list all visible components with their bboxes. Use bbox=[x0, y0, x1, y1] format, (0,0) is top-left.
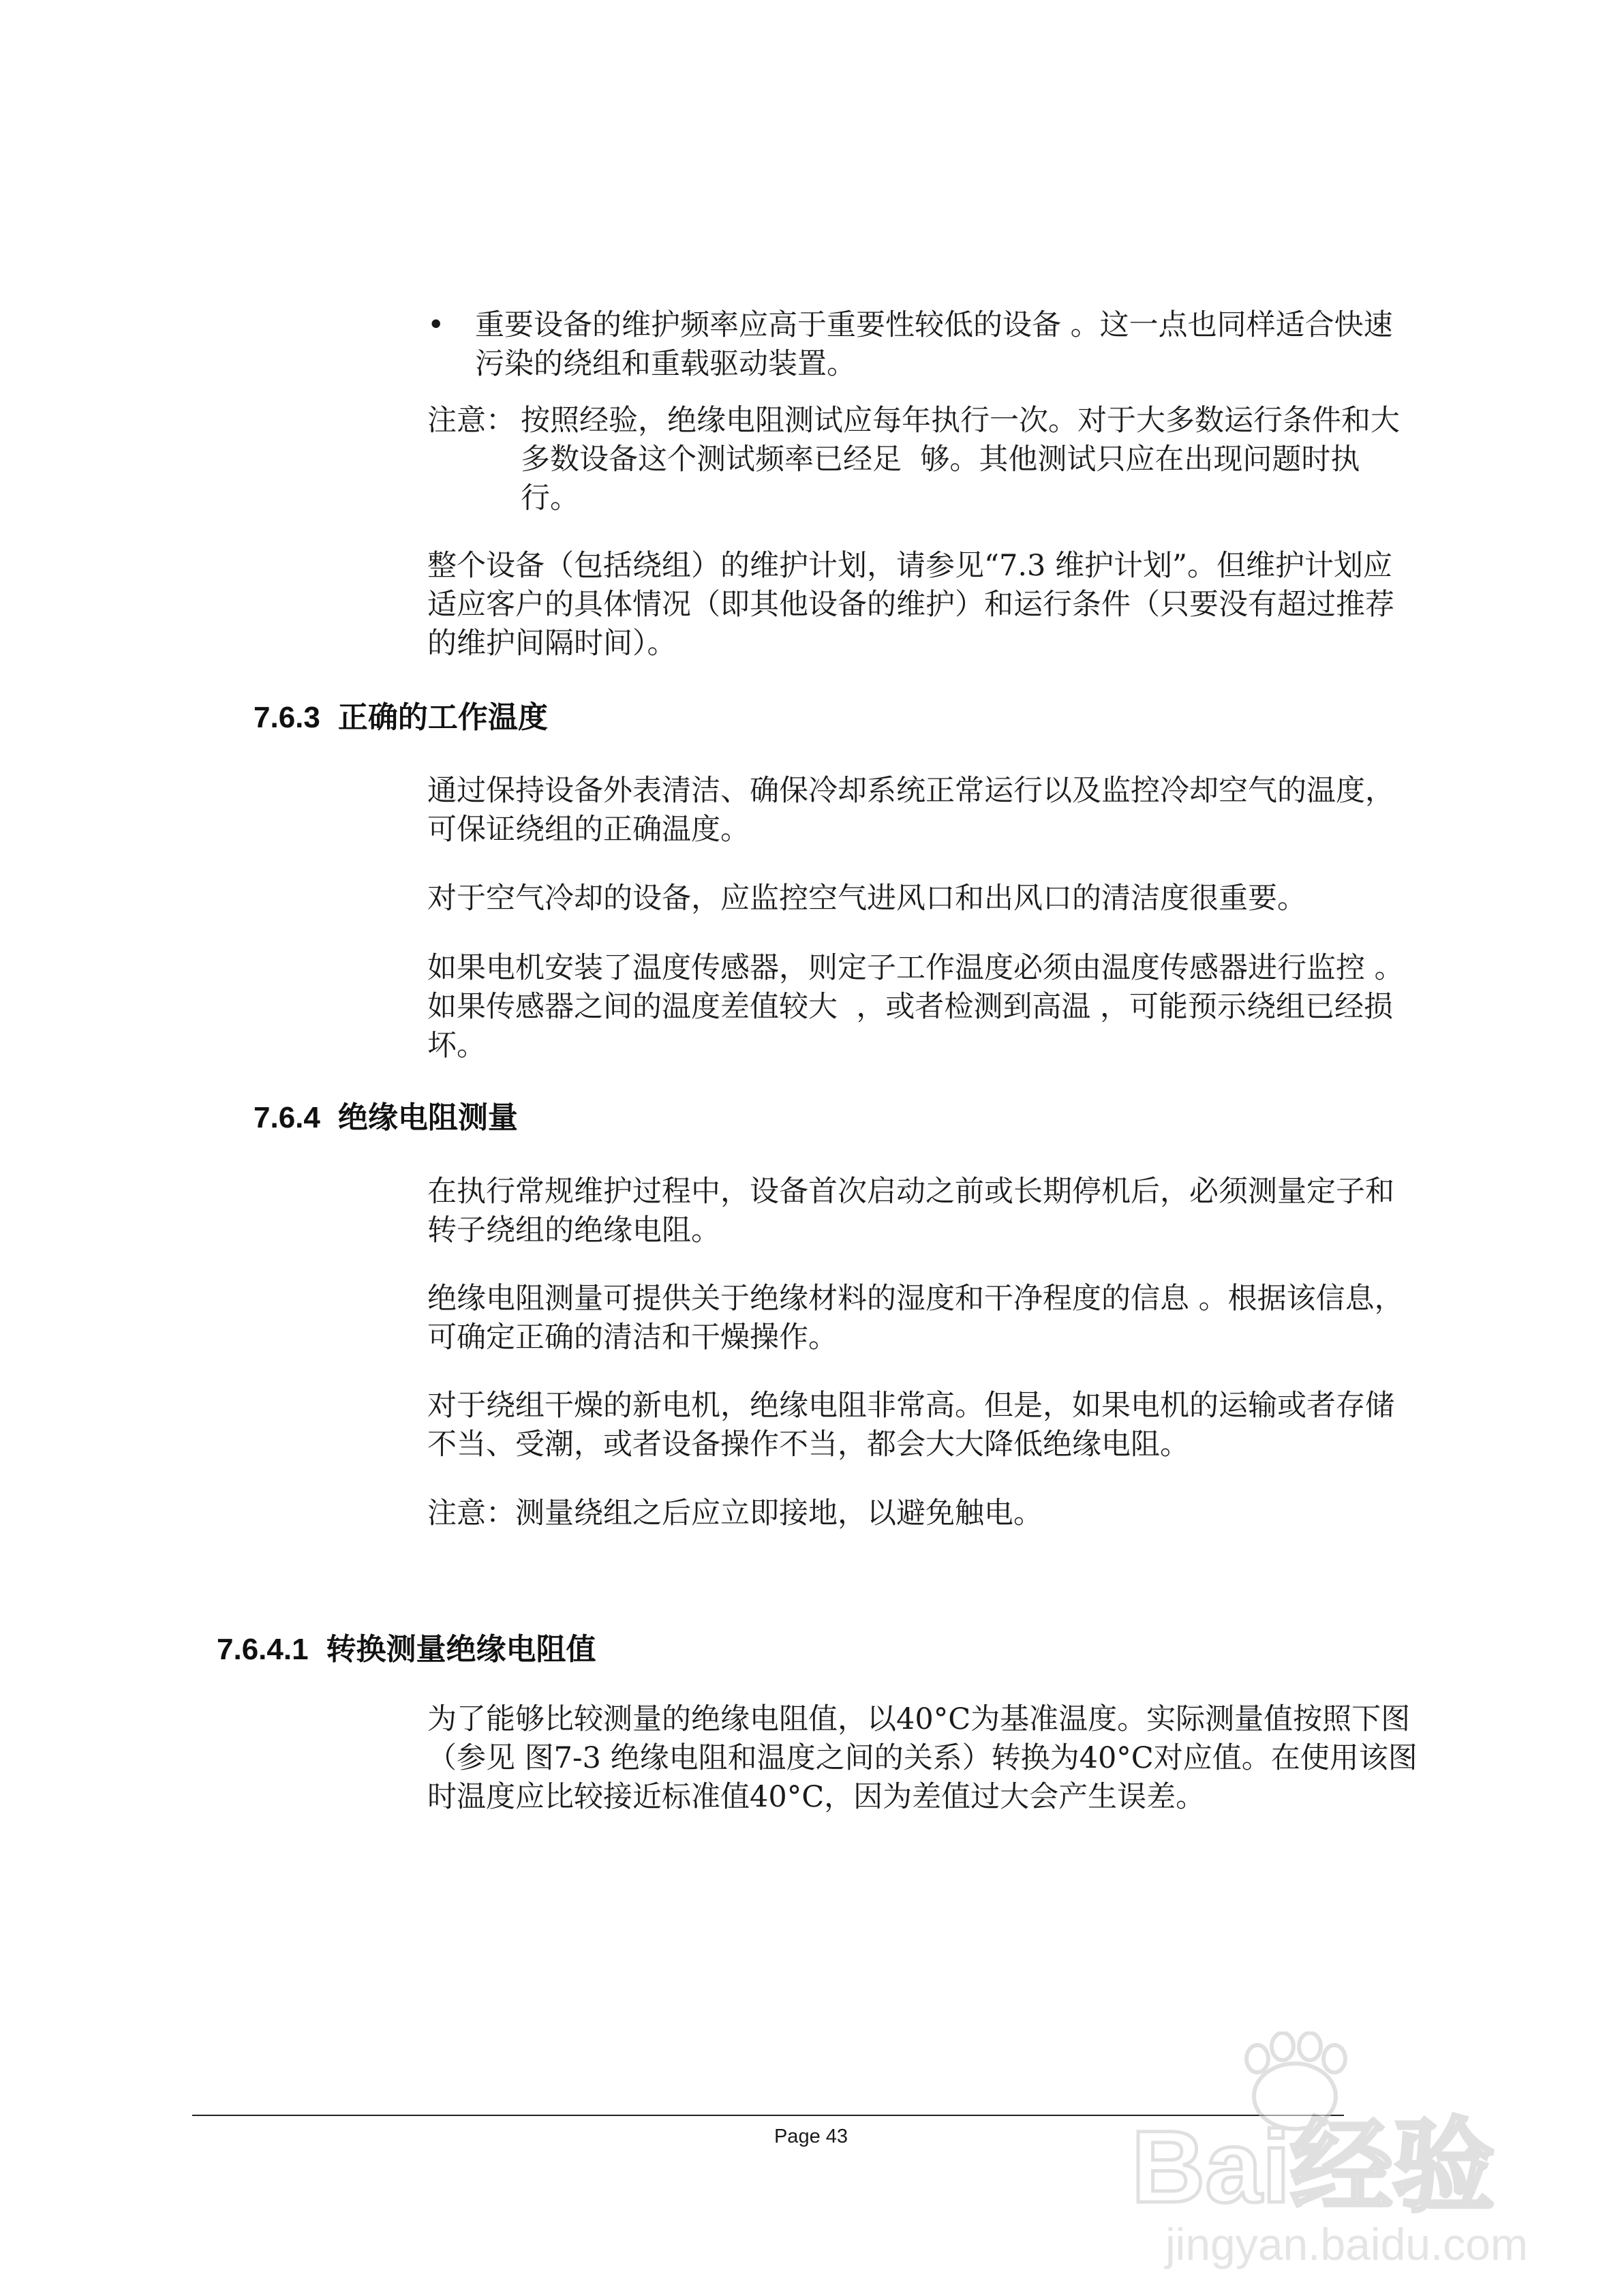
bullet-dot: • bbox=[427, 308, 445, 342]
section-heading-7-6-3 bbox=[254, 699, 548, 737]
section-heading-7-6-4-1 bbox=[217, 1631, 596, 1669]
section-title: 转换测量绝缘电阻值 bbox=[326, 1632, 596, 1667]
insulation-note: 注意：测量绕组之后应立即接地，以避免触电。 bbox=[427, 1496, 1043, 1530]
temperature-paragraph-3: 如果电机安装了温度传感器，则定子工作温度必须由温度传感器进行监控 。 如果传感器之间的温度差值较大 ，或者检测到高温 ，可能预示绕组已经损 坏。 bbox=[427, 951, 1404, 1063]
insulation-paragraph-2: 绝缘电阻测量可提供关于绝缘材料的湿度和干净程度的信息 。根据该信息， 可确定正确的清洁和干燥操作。 bbox=[427, 1282, 1404, 1355]
section-title: 正确的工作温度 bbox=[337, 700, 548, 735]
section-number: 7.6.4.1 bbox=[217, 1633, 309, 1666]
conversion-paragraph: 为了能够比较测量的绝缘电阻值，以40°C为基准温度。实际测量值按照下图 （参见 图7-3 绝缘电阻和温度之间的关系）转换为40°C对应值。在使用该图 时温度应比较接近标准值40°C，因为差值过大会产生误差。 bbox=[427, 1702, 1418, 1814]
insulation-paragraph-1: 在执行常规维护过程中，设备首次启动之前或长期停机后，必须测量定子和 转子绕组的绝缘电阻。 bbox=[427, 1175, 1394, 1248]
maintenance-paragraph: 整个设备（包括绕组）的维护计划，请参见“7.3 维护计划”。但维护计划应 适应客户的具体情况（即其他设备的维护）和运行条件（只要没有超过推荐 的维护间隔时间）。 bbox=[427, 549, 1394, 661]
note-text: 按照经验，绝缘电阻测试应每年执行一次。对于大多数运行条件和大 多数设备这个测试频率已经足 够。其他测试只应在出现问题时执 行。 bbox=[521, 404, 1400, 515]
watermark-brand: Bai经验 bbox=[1131, 2109, 1495, 2224]
section-number: 7.6.3 bbox=[254, 701, 320, 734]
temperature-paragraph-1: 通过保持设备外表清洁、确保冷却系统正常运行以及监控冷却空气的温度， 可保证绕组的正确温度。 bbox=[427, 774, 1394, 847]
bullet-text: 重要设备的维护频率应高于重要性较低的设备 。这一点也同样适合快速 污染的绕组和重载驱动装置。 bbox=[475, 308, 1393, 381]
section-heading-7-6-4 bbox=[254, 1099, 518, 1137]
baidu-jingyan-watermark bbox=[1124, 2031, 1602, 2277]
note-label: 注意： bbox=[427, 404, 515, 438]
watermark-url: jingyan.baidu.com bbox=[1165, 2219, 1528, 2269]
section-title: 绝缘电阻测量 bbox=[337, 1100, 518, 1135]
temperature-paragraph-2: 对于空气冷却的设备，应监控空气进风口和出风口的清洁度很重要。 bbox=[427, 881, 1306, 916]
insulation-paragraph-3: 对于绕组干燥的新电机，绝缘电阻非常高。但是，如果电机的运输或者存储 不当、受潮，或者设备操作不当，都会大大降低绝缘电阻。 bbox=[427, 1389, 1394, 1462]
page-number: Page 43 bbox=[774, 2126, 848, 2147]
section-number: 7.6.4 bbox=[254, 1101, 320, 1134]
